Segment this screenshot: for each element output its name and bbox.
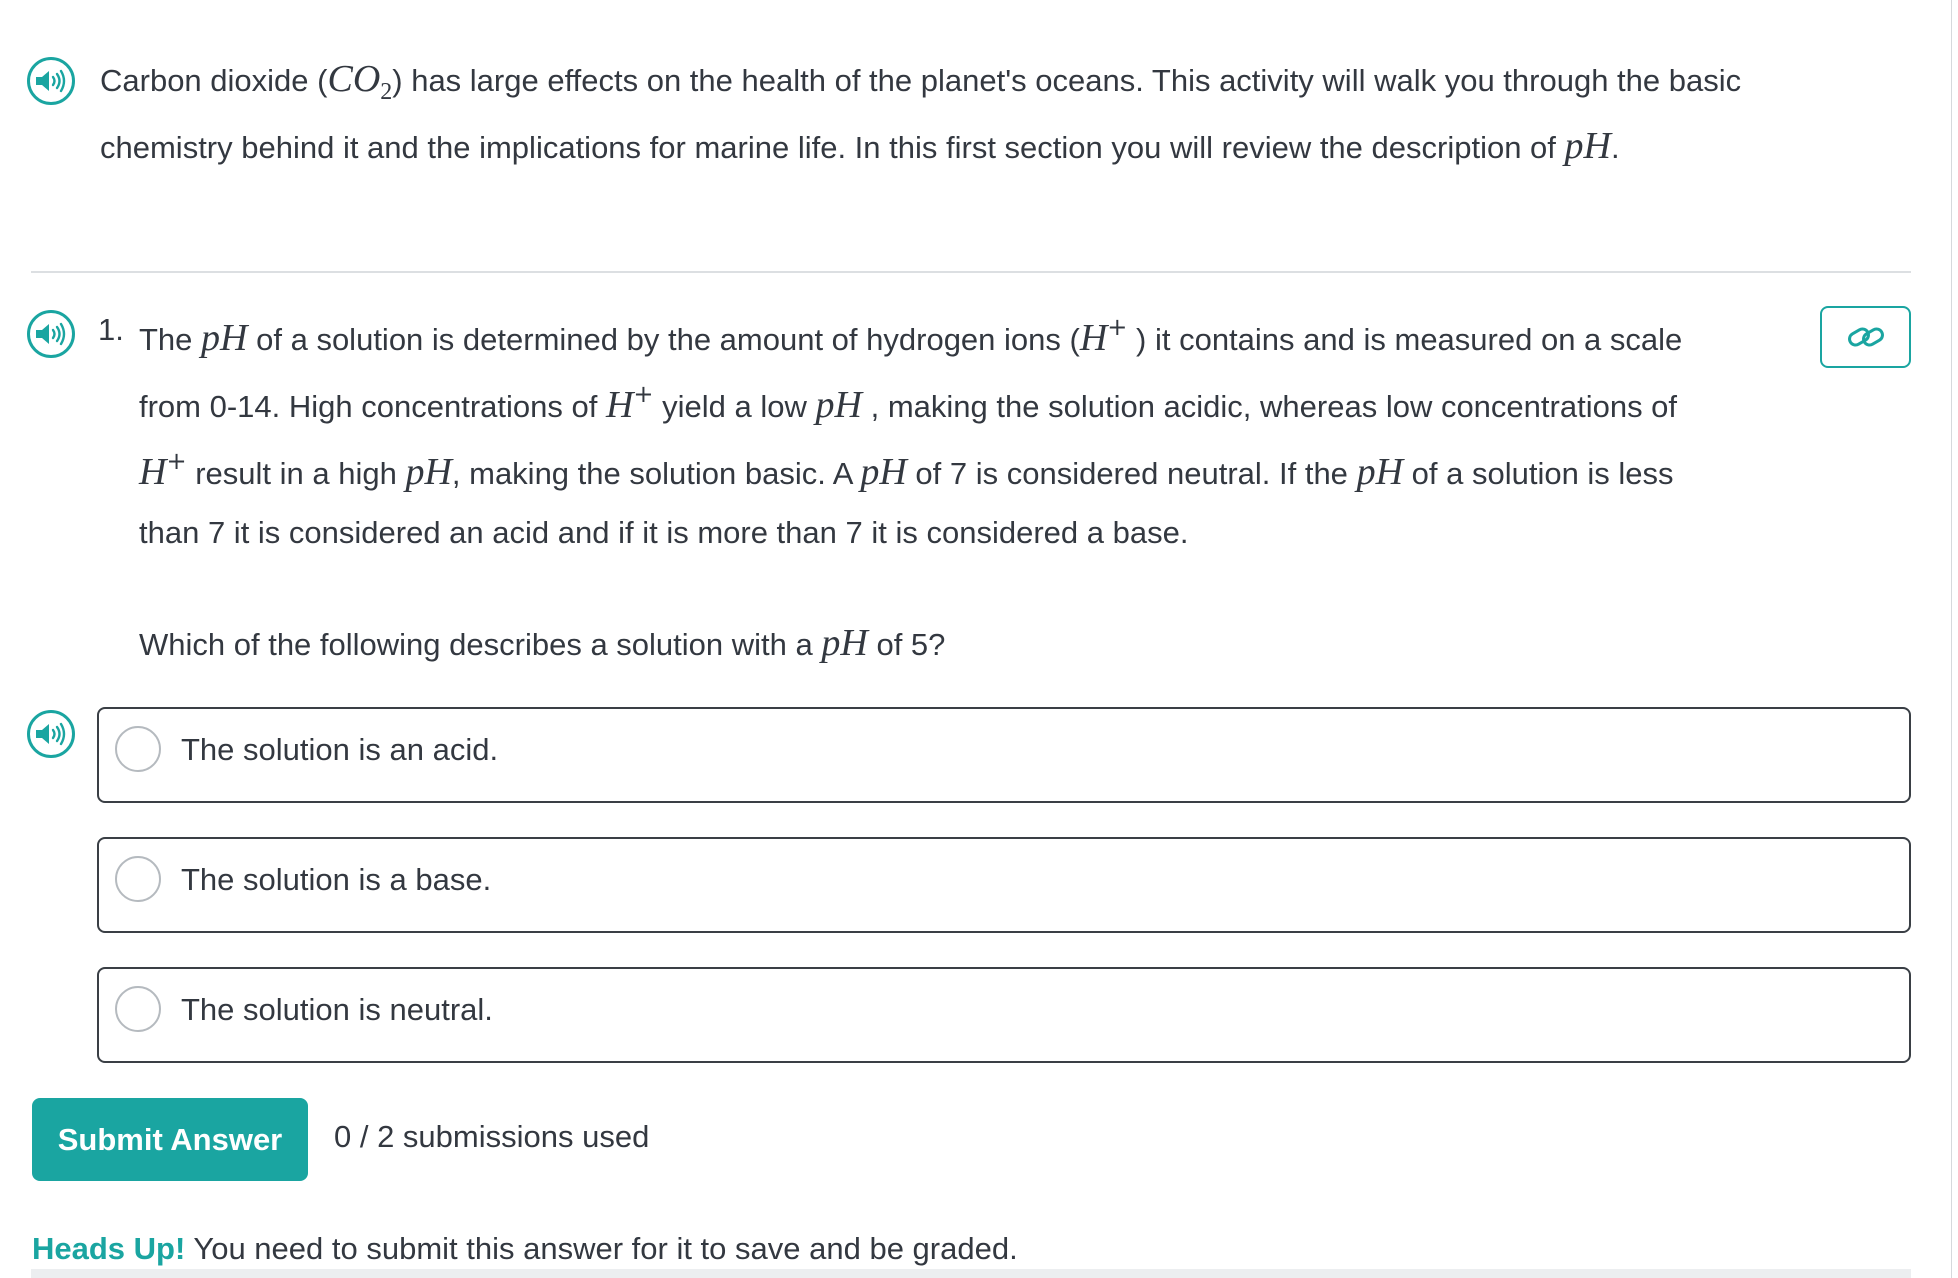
intro-line-2: chemistry behind it and the implications for marine life. In this first section you will review the description of pH. <box>100 125 1620 167</box>
choices-audio-button[interactable] <box>27 710 75 758</box>
radio-button[interactable] <box>115 856 161 902</box>
right-border <box>1951 0 1952 1278</box>
bottom-bar <box>31 1269 1911 1278</box>
radio-button[interactable] <box>115 986 161 1032</box>
permalink-button[interactable] <box>1820 306 1911 368</box>
submission-count: 0 / 2 submissions used <box>334 1119 650 1154</box>
submit-answer-button[interactable]: Submit Answer <box>32 1098 308 1181</box>
intro-line-1 <box>100 46 1741 118</box>
co2-formula: $CO_2$ <box>327 58 393 105</box>
choice-label: The solution is neutral. <box>181 992 493 1027</box>
ph-term: pH <box>815 384 862 426</box>
intro-audio-button[interactable] <box>27 57 75 105</box>
choice-label: The solution is an acid. <box>181 732 499 767</box>
question-prompt: Which of the following describes a solution with a pH of 5? <box>139 622 946 664</box>
question-number: 1. <box>98 312 124 347</box>
heads-up-notice <box>32 1229 1018 1269</box>
question-audio-button[interactable] <box>27 310 75 358</box>
ph-term: pH <box>1356 451 1404 493</box>
h-plus: H+ <box>139 447 187 493</box>
question-line-1: The pH of a solution is determined by the amount of hydrogen ions (H+ ) it contains and is measured on a scale <box>139 313 1683 359</box>
speaker-icon <box>34 721 68 747</box>
speaker-icon <box>34 321 68 347</box>
ph-term: pH <box>1564 125 1611 167</box>
question-line-3: H+ result in a high pH, making the solution basic. A pH of 7 is considered neutral. If the pH of a solution is less <box>139 447 1674 493</box>
section-divider <box>31 271 1911 273</box>
h-plus: H+ <box>605 380 654 426</box>
speaker-icon <box>34 68 68 94</box>
ph-term: pH <box>201 317 248 359</box>
heads-up-text: You need to submit this answer for it to save and be graded. <box>193 1231 1018 1266</box>
link-icon <box>1846 320 1886 354</box>
heads-up-label: Heads Up! <box>32 1231 186 1266</box>
ph-term: pH <box>821 622 868 664</box>
ph-term: pH <box>860 451 907 493</box>
answer-choice[interactable] <box>97 837 1911 933</box>
question-line-2: from 0-14. High concentrations of H+ yield a low pH , making the solution acidic, whereas low concentrations of <box>139 380 1678 426</box>
question-line-4: than 7 it is considered an acid and if it is more than 7 it is considered a base. <box>139 515 1189 550</box>
choice-label: The solution is a base. <box>181 862 492 897</box>
answer-choice[interactable] <box>97 967 1911 1063</box>
answer-choice[interactable] <box>97 707 1911 803</box>
h-plus: H+ <box>1079 313 1128 359</box>
radio-button[interactable] <box>115 726 161 772</box>
intro-text-cont: ) has large effects on the health of the planet's oceans. This activity will walk you through the basic <box>392 63 1742 98</box>
ph-term: pH <box>405 451 452 493</box>
intro-text: Carbon dioxide ( <box>100 63 328 98</box>
